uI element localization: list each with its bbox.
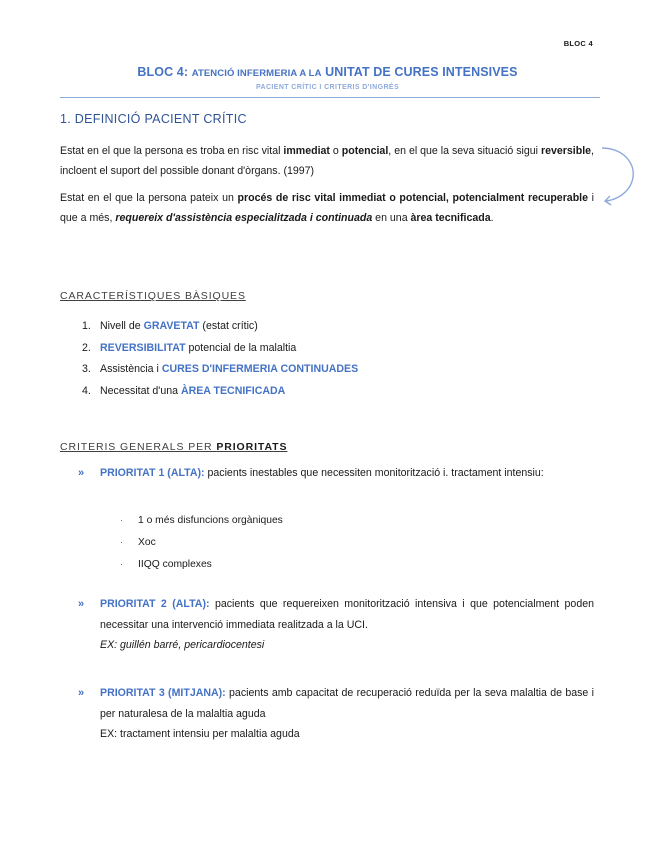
section-heading-definition: 1. DEFINICIÓ PACIENT CRÍTIC	[60, 112, 247, 126]
chevron-icon: »	[78, 598, 85, 610]
definition-paragraph-1: Estat en el que la persona es troba en risc vital immediat o potencial, en el que la seva situació sigui reversible, incloent el suport del possible donant d'òrgans. (1997)	[60, 145, 594, 177]
title-divider	[60, 97, 600, 98]
title-prefix: BLOC 4:	[137, 65, 192, 79]
priority-label: PRIORITAT 3 (MITJANA):	[100, 687, 226, 699]
list-item: 3. Assistència i CURES D'INFERMERIA CONTINUADES	[82, 363, 359, 375]
definition-paragraph-2: Estat en el que la persona pateix un procés de risc vital immediat o potencial, potencialment recuperable i que a més, requereix d'assistència especialitzada i continuada en una àrea tecnificada.	[60, 192, 595, 224]
page-subtitle: PACIENT CRÍTIC I CRITERIS D'INGRÉS	[255, 84, 400, 91]
chevron-icon: »	[78, 467, 85, 479]
list-item: · Xoc	[120, 537, 156, 548]
chevron-icon: »	[78, 687, 85, 699]
priority-label: PRIORITAT 2 (ALTA):	[100, 598, 210, 610]
title-main: UNITAT DE CURES INTENSIVES	[321, 65, 518, 79]
list-item: 4. Necessitat d'una ÀREA TECNIFICADA	[82, 384, 286, 397]
section-heading-criteria: CRITERIS GENERALS PER PRIORITATS	[60, 441, 288, 453]
page-title	[0, 65, 655, 79]
list-item: · IIQQ complexes	[120, 559, 212, 570]
priority-example: EX: guillén barré, pericardiocentesi	[100, 639, 265, 651]
priority-2-block: » PRIORITAT 2 (ALTA): pacients que requereixen monitorització intensiva i que potencialment poden necessitar una intervenció immediata realitzada a la UCI. EX: guillén barré, pericardiocentesi	[78, 594, 594, 656]
list-item: 2. REVERSIBILITAT potencial de la malaltia	[82, 341, 297, 354]
priority-3-block: » PRIORITAT 3 (MITJANA): pacients amb capacitat de recuperació reduïda per la seva malaltia de base i per naturalesa de la malaltia aguda EX: tractament intensiu per malaltia aguda	[78, 683, 594, 745]
priority-label: PRIORITAT 1 (ALTA):	[100, 467, 205, 479]
priority-1-bullets	[120, 509, 283, 575]
curved-arrow-icon	[600, 146, 640, 208]
list-item: 1. Nivell de GRAVETAT (estat crític)	[82, 320, 258, 332]
section-heading-characteristics: CARACTERÍSTIQUES BÀSIQUES	[60, 290, 246, 302]
characteristics-list	[82, 316, 502, 402]
title-smallcaps: ATENCIÓ INFERMERIA A LA	[191, 68, 322, 79]
priority-example: EX: tractament intensiu per malaltia aguda	[100, 728, 300, 740]
list-item: · 1 o més disfuncions orgàniques	[120, 515, 283, 526]
bloc-tag: BLOC 4	[563, 39, 593, 48]
priority-1-block: » PRIORITAT 1 (ALTA): pacients inestables que necessiten monitorització i. tractament intensiu:	[78, 463, 594, 484]
